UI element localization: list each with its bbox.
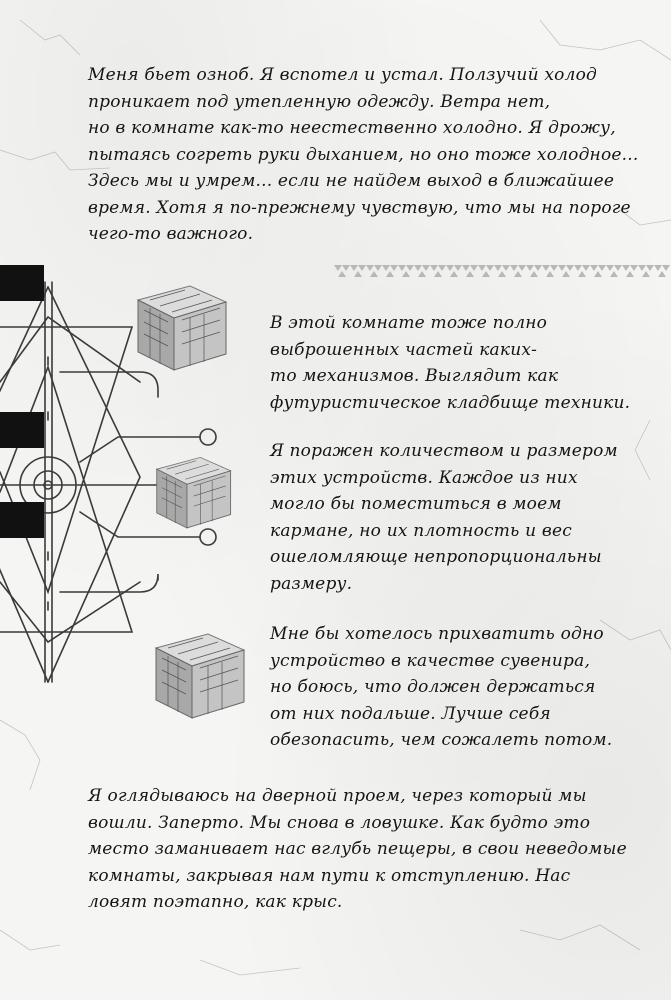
text-line: Меня бьет озноб. Я вспотел и устал. Ползучий холод bbox=[88, 65, 597, 85]
text-line: устройство в качестве сувенира, bbox=[270, 650, 591, 671]
text-line: ошеломляюще непропорциональны bbox=[270, 547, 602, 567]
text-line: Здесь мы и умрем... если не найдем выход в ближайшее bbox=[88, 171, 615, 191]
text-line: комнаты, закрывая нам пути к отступлению. Нас bbox=[88, 865, 571, 886]
text-line: выброшенных частей каких- bbox=[270, 339, 538, 360]
black-marker-block bbox=[0, 265, 44, 301]
journal-paragraph-graveyard bbox=[270, 310, 630, 416]
text-line: Я оглядываюсь на дверной проем, через который мы bbox=[88, 786, 587, 806]
journal-paragraph-chills bbox=[88, 62, 638, 248]
text-line: этих устройств. Каждое из них bbox=[270, 467, 578, 488]
text-line: время. Хотя я по-прежнему чувствую, что мы на пороге bbox=[88, 197, 631, 218]
zigzag-divider-icon bbox=[334, 261, 670, 281]
text-line: от них подальше. Лучше себя bbox=[270, 703, 551, 724]
text-line: но боюсь, что должен держаться bbox=[270, 677, 596, 697]
journal-paragraph-trap bbox=[88, 783, 627, 916]
text-line: ловят поэтапно, как крыс. bbox=[88, 892, 343, 912]
text-line: вошли. Заперто. Мы снова в ловушке. Как будто это bbox=[88, 812, 591, 833]
text-line: пытаясь согреть руки дыханием, но оно тоже холодное... bbox=[88, 144, 639, 165]
text-line: футуристическое кладбище техники. bbox=[270, 392, 631, 413]
text-line: обезопасить, чем сожалеть потом. bbox=[270, 730, 613, 750]
tech-cube-icon bbox=[148, 628, 248, 720]
text-line: Мне бы хотелось прихватить одно bbox=[270, 624, 604, 644]
text-line: Я поражен количеством и размером bbox=[270, 441, 618, 461]
black-marker-block bbox=[0, 412, 44, 448]
text-line: но в комнате как-то неестественно холодно. Я дрожу, bbox=[88, 118, 616, 138]
text-line: чего-то важного. bbox=[88, 224, 254, 244]
text-line: могло бы поместиться в моем bbox=[270, 494, 562, 514]
text-line: проникает под утепленную одежду. Ветра нет, bbox=[88, 91, 551, 112]
tech-cube-icon bbox=[150, 452, 234, 530]
text-line: кармане, но их плотность и вес bbox=[270, 520, 572, 541]
text-line: В этой комнате тоже полно bbox=[270, 313, 548, 333]
text-line: место заманивает нас вглубь пещеры, в свои неведомые bbox=[88, 839, 627, 859]
text-line: размеру. bbox=[270, 573, 353, 594]
journal-paragraph-devices bbox=[270, 438, 618, 597]
tech-cube-icon bbox=[130, 280, 230, 372]
text-line: то механизмов. Выглядит как bbox=[270, 366, 559, 386]
black-marker-block bbox=[0, 502, 44, 538]
journal-paragraph-souvenir bbox=[270, 621, 612, 754]
